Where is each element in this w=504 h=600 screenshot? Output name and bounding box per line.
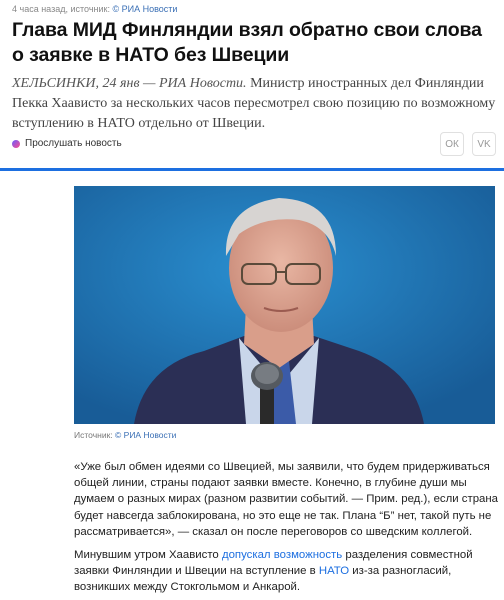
article-title: Глава МИД Финляндии взял обратно свои слова о заявке в НАТО без Швеции — [12, 19, 482, 66]
article-photo[interactable] — [74, 186, 495, 424]
portrait-illustration — [74, 186, 495, 424]
odnoklassniki-icon: ОК — [445, 138, 459, 150]
caption-label: Источник: — [74, 430, 113, 440]
p2-text-b: разделения совместной заявки Финляндии и Швеции на вступление в — [74, 549, 473, 578]
vk-icon: VK — [477, 138, 491, 150]
lead-text: Министр иностранных дел Финляндии Пекка Хаависто за нескольких часов пересмотрел свою позицию по возможному вступлению в НАТО отдельно от Швеции. — [12, 76, 496, 131]
p2-text-a: Минувшим утром Хаависто — [74, 549, 222, 561]
lead-dateline: ХЕЛЬСИНКИ, 24 янв — РИА Новости. — [12, 76, 247, 91]
body-paragraph — [74, 547, 498, 596]
article-lead — [12, 74, 498, 134]
link-nato[interactable]: НАТО — [318, 565, 350, 578]
share-buttons — [432, 132, 496, 156]
link-possibility[interactable]: допускал возможность — [221, 549, 343, 561]
listen-label: Прослушать новость — [25, 138, 122, 149]
odnoklassniki-share-button[interactable] — [440, 132, 464, 156]
quote-paragraph: «Уже был обмен идеями со Швецией, мы заявили, что будем придерживаться общей линии, страны подают заявки вместе. Конечно, в глубине души мы думаем о разных мирах (разном развитии событий. — Прим. ред.), если страна будет навсегда заблокирована, но это еще не так. Плана “Б” нет, такой путь не рассматривается», — сказал он после переговоров со шведским коллегой. — [74, 461, 499, 538]
play-icon — [12, 140, 20, 148]
photo-caption — [74, 430, 176, 440]
publish-time: 4 часа назад, источник: — [12, 4, 110, 14]
vk-share-button[interactable] — [472, 132, 496, 156]
meta-source-link[interactable]: © РИА Новости — [112, 4, 178, 14]
caption-source-link[interactable]: © РИА Новости — [115, 430, 177, 440]
p2-text-c: из-за разногласий, возникших между Стокгольмом и Анкарой. — [74, 565, 452, 594]
article-meta — [12, 4, 177, 14]
listen-button[interactable] — [12, 138, 122, 149]
section-divider — [0, 168, 504, 171]
